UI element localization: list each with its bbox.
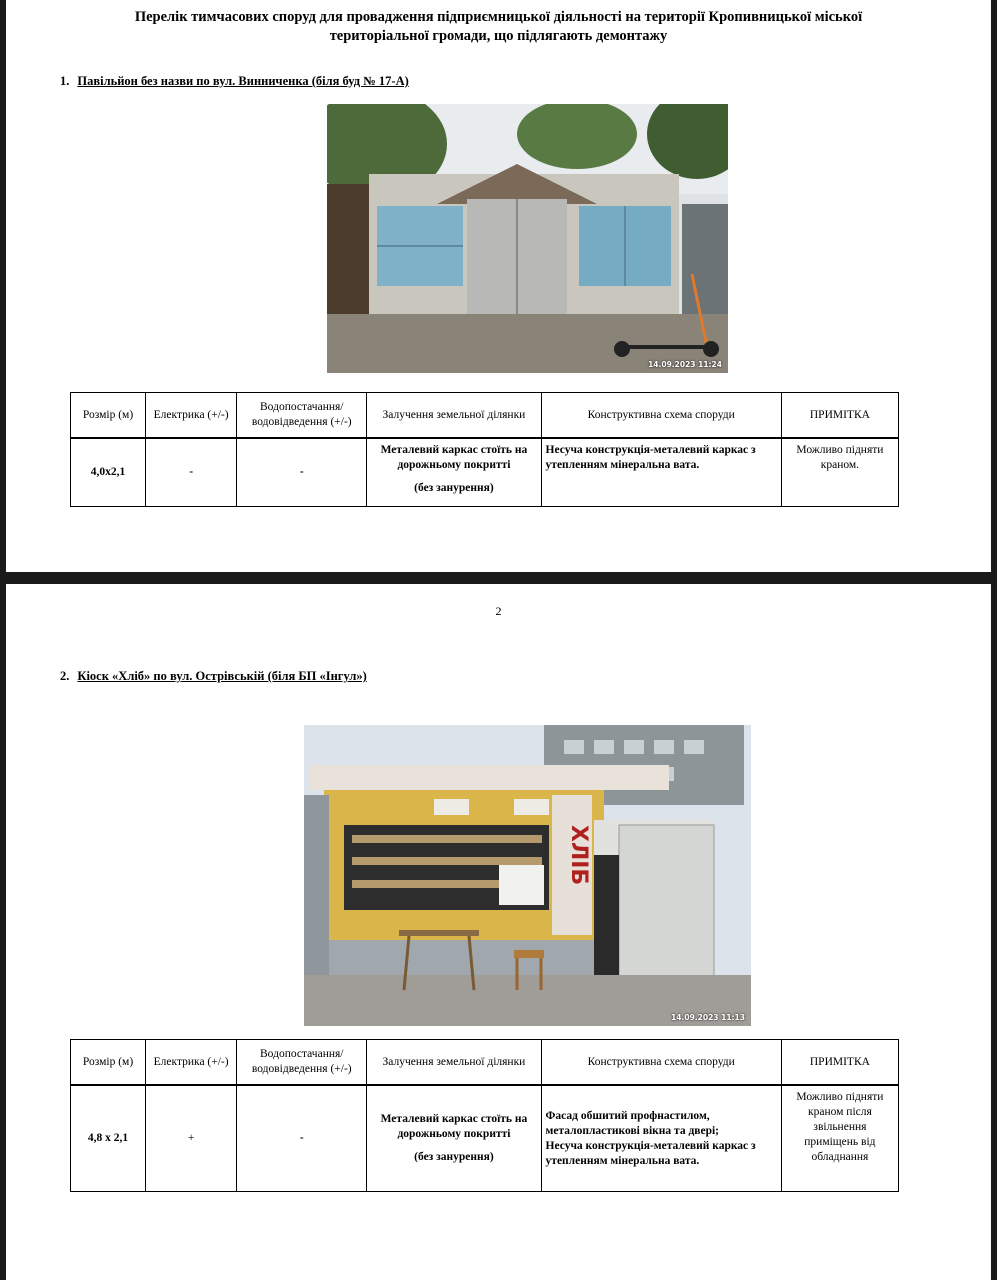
cell-construction — [541, 438, 781, 506]
spec-table-2 — [70, 1039, 899, 1192]
col-size: Розмір (м) — [71, 393, 146, 439]
table-row — [71, 438, 899, 506]
section-title: Кіоск «Хліб» по вул. Острівській (біля БП «Інгул») — [77, 669, 367, 683]
section-number: 2. — [60, 669, 70, 683]
title-line-2: територіальної громади, що підлягають демонтажу — [329, 28, 668, 44]
document-page-1 — [6, 0, 991, 572]
col-land: Залучення земельної ділянки — [367, 393, 541, 439]
section-heading-2 — [60, 669, 367, 684]
construction-text-1: Фасад обшитий профнастилом, металопластикові вікна та двері; — [545, 1110, 720, 1138]
cell-water: - — [237, 438, 367, 506]
col-land: Залучення земельної ділянки — [367, 1040, 541, 1086]
kiosk-photo — [304, 725, 751, 1026]
spec-table-1 — [70, 392, 899, 507]
cell-electric: + — [146, 1085, 237, 1191]
document-page-2 — [6, 584, 991, 1280]
pavilion-photo-image — [327, 104, 728, 373]
land-note: (без занурення) — [414, 1150, 494, 1163]
cell-size: 4,8 х 2,1 — [71, 1085, 146, 1191]
section-number: 1. — [60, 74, 70, 88]
col-water: Водопостачання/ водовідведення (+/-) — [237, 393, 367, 439]
cell-electric: - — [146, 438, 237, 506]
cell-water: - — [237, 1085, 367, 1191]
col-size: Розмір (м) — [71, 1040, 146, 1086]
photo-timestamp: 14.09.2023 11:24 — [648, 360, 722, 369]
document-title — [6, 8, 991, 46]
construction-text-2: Несуча конструкція-металевий каркас з утепленням мінеральна вата. — [545, 1140, 756, 1168]
col-electric: Електрика (+/-) — [146, 393, 237, 439]
cell-size: 4,0х2,1 — [71, 438, 146, 506]
cell-land — [367, 1085, 541, 1191]
cell-note: Можливо підняти краном після звільнення приміщень від обладнання — [781, 1085, 898, 1191]
land-text: Металевий каркас стоїть на дорожньому покритті — [380, 444, 528, 471]
section-title: Павільйон без назви по вул. Винниченка (біля буд № 17-А) — [77, 74, 409, 88]
photo-timestamp: 14.09.2023 11:13 — [671, 1013, 745, 1022]
kiosk-sign-text: ХЛІБ — [566, 825, 591, 886]
land-text: Металевий каркас стоїть на дорожньому покритті — [380, 1112, 528, 1140]
construction-text: Несуча конструкція-металевий каркас з утепленням мінеральна вата. — [545, 444, 756, 471]
page-number: 2 — [495, 604, 502, 618]
col-water: Водопостачання/ водовідведення (+/-) — [237, 1040, 367, 1086]
table-header-row — [71, 393, 899, 439]
cell-construction — [541, 1085, 781, 1191]
section-heading-1 — [60, 74, 409, 89]
cell-note: Можливо підняти краном. — [781, 438, 898, 506]
col-note: ПРИМІТКА — [781, 1040, 898, 1086]
kiosk-photo-image — [304, 725, 751, 1026]
table-header-row — [71, 1040, 899, 1086]
col-note: ПРИМІТКА — [781, 393, 898, 439]
col-construction: Конструктивна схема споруди — [541, 1040, 781, 1086]
col-construction: Конструктивна схема споруди — [541, 393, 781, 439]
land-note: (без занурення) — [414, 482, 494, 494]
table-row — [71, 1085, 899, 1191]
col-electric: Електрика (+/-) — [146, 1040, 237, 1086]
cell-land — [367, 438, 541, 506]
title-line-1: Перелік тимчасових споруд для провадження підприємницької діяльності на території Кропивницької міської — [134, 9, 863, 25]
pavilion-photo — [327, 104, 728, 373]
